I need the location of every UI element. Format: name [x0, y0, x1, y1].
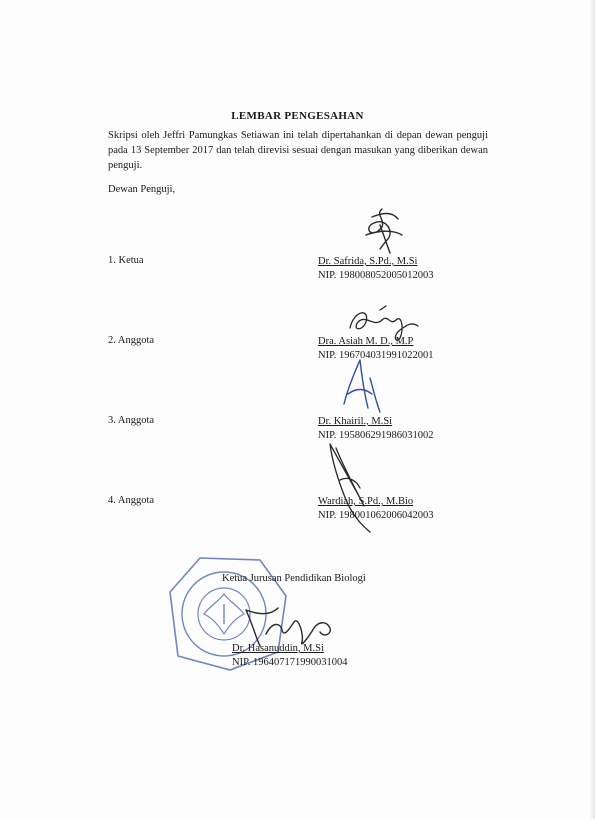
role-anggota-2: 3. Anggota: [108, 415, 155, 426]
role-anggota-3: 4. Anggota: [108, 495, 155, 506]
signer-name: Dr. Khairil., M.Si: [318, 416, 393, 427]
signature-ketua: [352, 205, 412, 260]
signer-name: Dr. Safrida, S.Pd., M.Si: [318, 256, 418, 267]
head-signer: [232, 642, 348, 670]
head-position: Ketua Jurusan Pendidikan Biologi: [222, 573, 366, 584]
signer-nip: NIP. 198008052005012003: [318, 270, 434, 281]
signer-name: Wardiah, S.Pd., M.Bio: [318, 496, 414, 507]
signer-nip: NIP. 198001062006042003: [318, 510, 434, 521]
document-title: LEMBAR PENGESAHAN: [231, 110, 364, 122]
intro-paragraph: Skripsi oleh Jeffri Pamungkas Setiawan ini telah dipertahankan di depan dewan penguji pada 13 September 2017 dan telah direvisi sesuai dengan masukan yang diberikan dewan penguji.: [108, 130, 488, 171]
head-nip: NIP. 196407171990031004: [232, 657, 348, 668]
dewan-penguji-label: Dewan Penguji,: [108, 184, 176, 195]
scan-edge-shadow: [589, 0, 595, 819]
role-anggota-1: 2. Anggota: [108, 335, 155, 346]
head-name: Dr. Hasanuddin, M.Si: [232, 643, 324, 654]
signer-ketua: [318, 255, 434, 283]
signer-name: Dra. Asiah M. D., M.P: [318, 336, 414, 347]
signer-anggota-3: [318, 495, 434, 523]
signer-anggota-2: [318, 415, 434, 443]
role-ketua: 1. Ketua: [108, 255, 144, 266]
signer-nip: NIP. 195806291986031002: [318, 430, 434, 441]
signature-anggota-2: [330, 358, 390, 418]
signer-nip: NIP. 196704031991022001: [318, 350, 434, 361]
